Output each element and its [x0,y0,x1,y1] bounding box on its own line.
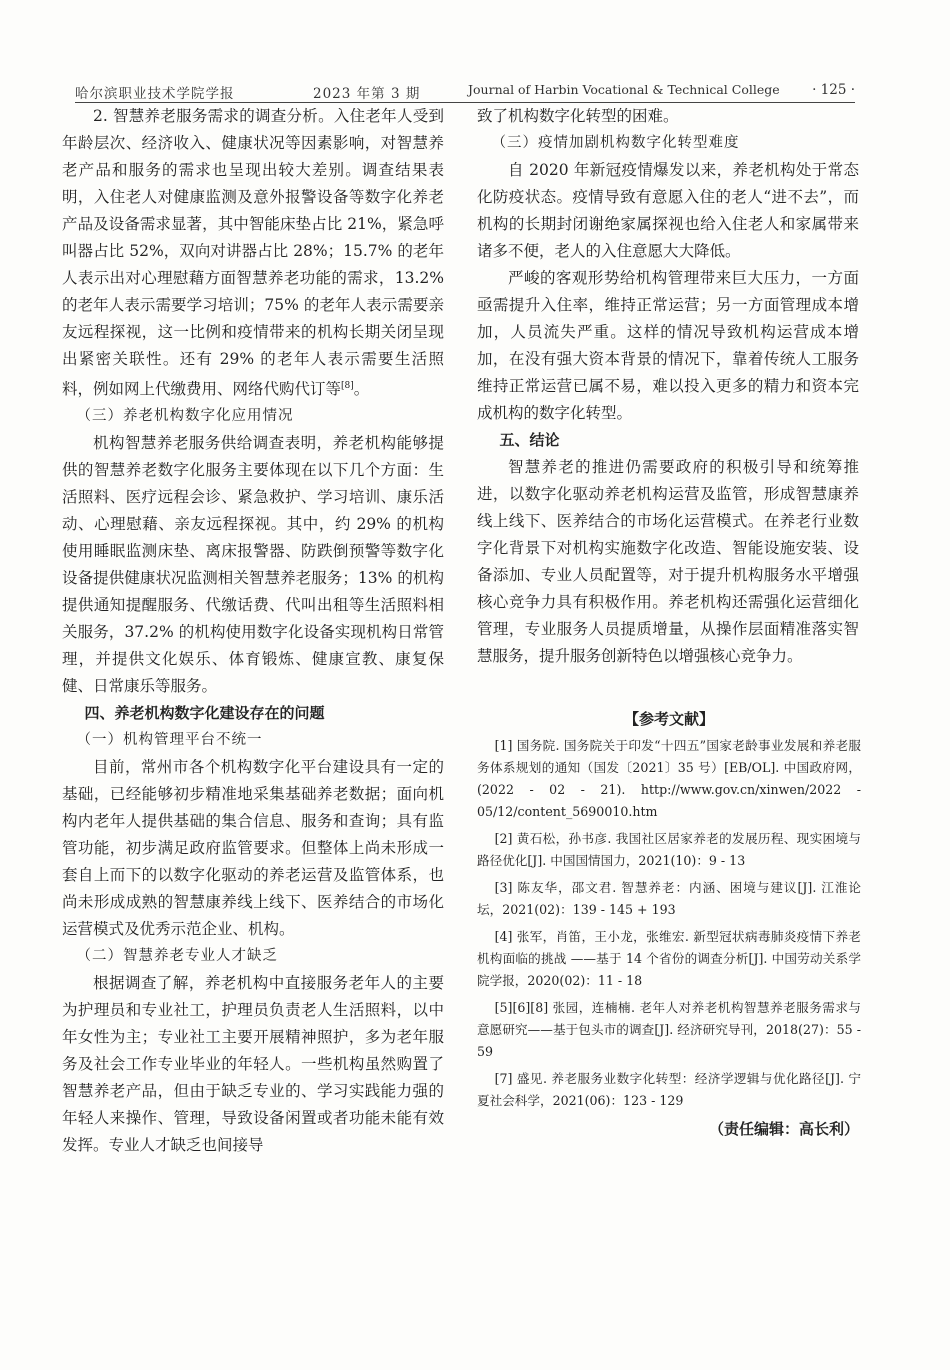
reference-item: [5][6][8] 张园，连楠楠. 老年人对养老机构智慧养老服务需求与意愿研究——基于包头市的调查[J]. 经济研究导刊，2018(27)：55 - 59 [477,1000,861,1059]
paragraph-pressure: 严峻的客观形势给机构管理带来巨大压力，一方面亟需提升入住率，维持正常运营；另一方面管理成本增加，人员流失严重。这样的情况导致机构运营成本增加，在没有强大资本背景的情况下，靠着传统人工服务维持正常运营已属不易，难以投入更多的精力和资本完成机构的数字化转型。 [477,269,859,422]
journal-name-en: Journal of Harbin Vocational & Technical College [468,82,780,97]
paragraph-conclusion: 智慧养老的推进仍需要政府的积极引导和统筹推进，以数字化驱动养老机构运营及监管，形成智慧康养线上线下、医养结合的市场化运营模式。在养老行业数字化背景下对机构实施数字化改造、智能设施安装、设备添加、专业人员配置等，对于提升机构服务水平增强核心竞争力具有积极作用。养老机构还需强化运营细化管理，专业服务人员提质增量，从操作层面精准落实智慧服务，提升服务创新特色以增强核心竞争力。 [477,458,859,665]
issue-number: 2023 年第 3 期 [313,86,421,102]
reference-item: [4] 张军，肖笛，王小龙，张维宏. 新型冠状病毒肺炎疫情下养老机构面临的挑战 ——基于 14 个省份的调查分析[J]. 中国劳动关系学院学报，2020(02)：11 - 18 [477,929,861,988]
journal-name-cn: 哈尔滨职业技术学院学报 [75,86,235,102]
section-heading-4-3: （三）疫情加剧机构数字化转型难度 [491,135,740,151]
reference-item: [7] 盛见. 养老服务业数字化转型：经济学逻辑与优化路径[J]. 宁夏社会科学，2021(06)：123 - 129 [477,1071,861,1108]
paragraph-epidemic: 自 2020 年新冠疫情爆发以来，养老机构处于常态化防疫状态。疫情导致有意愿入住的老人“进不去”，而机构的长期封闭谢绝家属探视也给入住老人和家属带来诸多不便，老人的入住意愿大大降低。 [477,161,859,260]
paragraph-talent: 根据调查了解，养老机构中直接服务老年人的主要为护理员和专业社工，护理员负责老人生活照料，以中年女性为主；专业社工主要开展精神照护，多为老年服务及社会工作专业毕业的年轻人。一些机构虽然购置了智慧养老产品，但由于缺乏专业的、学习实践能力强的年轻人来操作、管理，导致设备闲置或者功能未能有效发挥。专业人才缺乏也间接导 [62,974,444,1155]
section-heading-3-3: （三）养老机构数字化应用情况 [76,408,294,425]
reference-item: [1] 国务院. 国务院关于印发“十四五”国家老龄事业发展和养老服务体系规划的通知（国发〔2021〕35 号）[EB/OL]. 中国政府网，(2022 - 02 - 21). http://www.gov.cn/xinwen/2022 - 05/12/content_5690010.htm [477,738,861,819]
reference-item: [3] 陈友华，邵文君. 智慧养老：内涵、困境与建议[J]. 江淮论坛，2021(02)：139 - 145 + 193 [477,880,861,917]
references-title: 【参考文献】 [623,710,714,728]
section-heading-5: 五、结论 [499,431,560,449]
section-heading-4: 四、养老机构数字化建设存在的问题 [84,704,325,723]
paragraph-text: 2. 智慧养老服务需求的调查分析。入住老年人受到年龄层次、经济收入、健康状况等因素影响，对智慧养老产品和服务的需求也呈现出较大差别。调查结果表明，入住老人对健康监测及意外报警设备等数字化养老产品及设备需求显著，其中智能床垫占比 21%，紧急呼叫器占比 52%，双向对讲器占比 28%；15.7% 的老年人表示出对心理慰藉方面智慧养老功能的需求，13.2% 的老年人表示需要学习培训；75% 的老年人表示需要亲友远程探视，这一比例和疫情带来的机构长期关闭呈现出紧密关联性。还有 29% 的老年人表示需要生活照料，例如网上代缴费用、网络代购代订等 [62,107,444,399]
right-column [477,103,859,670]
paragraph-demand-analysis [62,103,444,403]
left-column [62,103,444,1159]
paragraph-digital-application: 机构智慧养老服务供给调查表明，养老机构能够提供的智慧养老数字化服务主要体现在以下几个方面：生活照料、医疗远程会诊、紧急救护、学习培训、康乐活动、心理慰藉、亲友远程探视。其中，约 29% 的机构使用睡眠监测床垫、离床报警器、防跌倒预警等数字化设备提供健康状况监测相关智慧养老服务；13% 的机构提供通知提醒服务、代缴话费、代叫出租等生活照料相关服务，37.2% 的机构使用数字化设备实现机构日常管理，并提供文化娱乐、体育锻炼、健康宣教、康复保健、日常康乐等服务。 [62,434,444,696]
running-header [75,80,855,103]
responsible-editor: （责任编辑：高长利） [708,1120,859,1138]
paragraph-end: 。 [353,380,370,399]
section-heading-4-2: （二）智慧养老专业人才缺乏 [76,948,278,965]
page-number: · 125 · [812,82,855,98]
paragraph-continuation: 致了机构数字化转型的困难。 [477,107,679,125]
citation-mark: [8] [341,381,354,391]
paragraph-platform: 目前，常州市各个机构数字化平台建设具有一定的基础，已经能够初步精准地采集基础养老数据；面向机构内老年人提供基础的集合信息、服务和查询；具有监管功能，初步满足政府监管要求。但整体上尚未形成一套自上而下的以数字化驱动的养老运营及监管体系，也尚未形成成熟的智慧康养线上线下、医养结合的市场化运营模式及优秀示范企业、机构。 [62,758,444,939]
references-section [477,708,861,1139]
reference-item: [2] 黄石松，孙书彦. 我国社区居家养老的发展历程、现实困境与路径优化[J]. 中国国情国力，2021(10)：9 - 13 [477,831,861,868]
section-heading-4-1: （一）机构管理平台不统一 [76,732,263,749]
